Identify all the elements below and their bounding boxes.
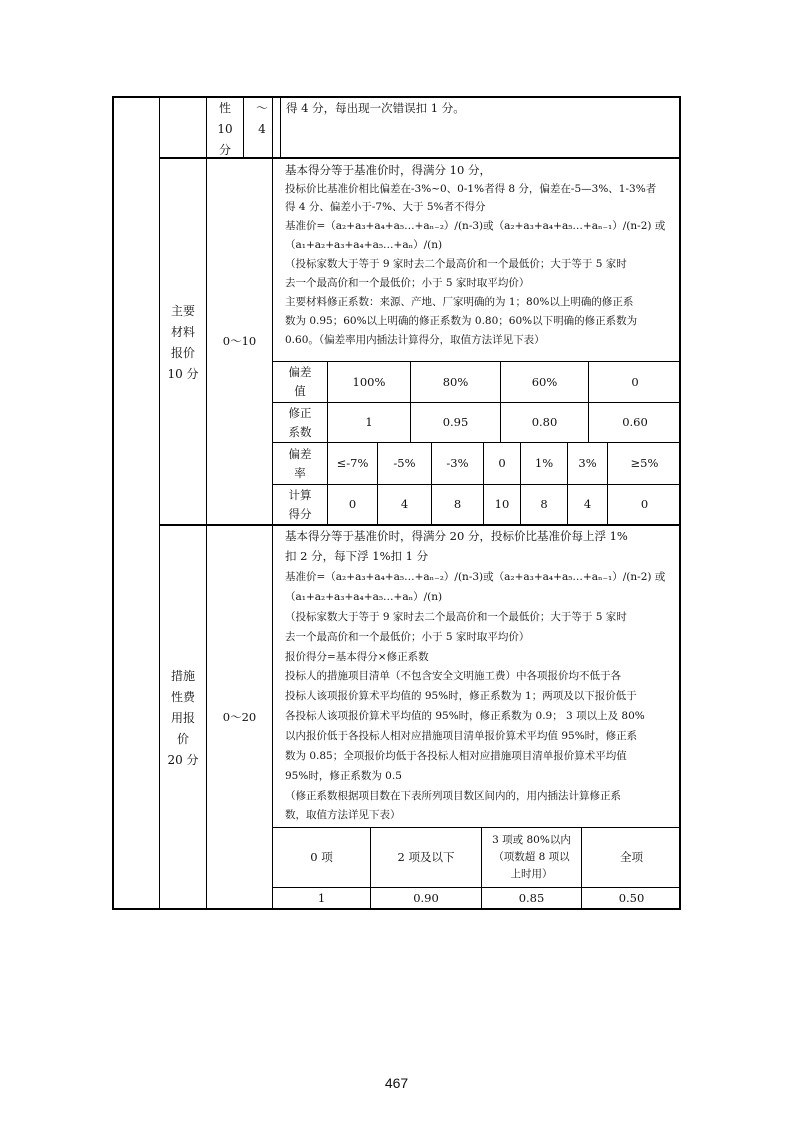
material-line-9: 数为 0.95；60%以上明确的修正系数为 0.80；60%以下明确的修正系数为 [285, 315, 638, 327]
score-value: 8 [453, 497, 462, 511]
items-header: 全项 [620, 850, 643, 864]
score-header: 计算 得分 [288, 487, 312, 521]
measures-line-14: （修正系数根据项目数在下表所列项目数区间内的，用内插法计算修正系 [285, 790, 621, 802]
material-range: 0～10 [222, 334, 257, 348]
deviation-value: 0 [631, 374, 639, 389]
deviation-rate-value: ≤-7% [336, 456, 369, 470]
material-line-7: 去一个最高价和一个最低价；小于 5 家时取平均价） [285, 277, 530, 289]
deviation-value: 60% [531, 374, 558, 389]
measures-line-7: 报价得分=基本得分×修正系数 [285, 651, 429, 663]
measures-line-15: 数，取值方法详见下表） [285, 809, 401, 821]
deviation-rate-value: 1% [534, 456, 554, 470]
col-divider-1 [159, 96, 160, 910]
deviation-value: 80% [442, 374, 469, 389]
material-line-5: （a₁+a₂+a₃+a₄+a₅…+aₙ）/(n) [285, 239, 443, 251]
deviation-value: 100% [352, 374, 386, 389]
material-line-6: （投标家数大于等于 9 家时去二个最高价和一个最低价；大于等于 5 家时 [285, 258, 627, 270]
page-number: 467 [384, 1075, 409, 1091]
measures-line-5: （投标家数大于等于 9 家时去二个最高价和一个最低价；大于等于 5 家时 [285, 611, 627, 623]
score-value: 4 [583, 497, 592, 511]
material-line-1: 基本得分等于基准价时，得满分 10 分， [285, 163, 491, 177]
coefficient-header: 修正 系数 [288, 405, 312, 439]
range-cell-top: ～ 4 [255, 101, 268, 136]
deviation-rate-header: 偏差 率 [288, 446, 312, 480]
measures-label: 措施 性费 用报 价 20 分 [167, 669, 199, 767]
deviation-rate-value: ≥5% [630, 456, 659, 470]
items-header: 2 项及以下 [397, 850, 455, 864]
score-value: 4 [400, 497, 409, 511]
material-line-3: 得 4 分、偏差小于-7%、大于 5%者不得分 [285, 201, 486, 213]
deviation-rate-value: 0 [498, 456, 506, 470]
score-value: 8 [540, 497, 548, 511]
deviation-rate-value: 3% [578, 456, 597, 470]
score-unit-cell: 性 10 分 [217, 101, 233, 157]
items-header: 0 项 [310, 850, 333, 864]
coefficient-value: 1 [365, 415, 373, 429]
measures-line-3: 基准价=（a₂+a₃+a₄+a₅…+aₙ₋₂）/(n-3)或（a₂+a₃+a₄+a₅…+aₙ₋₁）/(n-2) 或 [285, 571, 666, 583]
material-line-10: 0.60。（偏差率用内插法计算得分，取值方法详见下表） [285, 334, 545, 346]
material-line-2: 投标价比基准价相比偏差在-3%~0、0-1%者得 8 分，偏差在-5—3%、1-3%者 [285, 183, 657, 195]
score-value: 0 [348, 497, 357, 511]
measures-line-12: 数为 0.85；全项报价均低于各投标人相对应措施项目清单报价算术平均值 [285, 750, 627, 762]
measures-line-1: 基本得分等于基准价时，得满分 20 分，投标价比基准价每上浮 1% [285, 529, 628, 543]
deviation-rate-value: -5% [393, 456, 416, 470]
items-coefficient: 0.85 [518, 891, 545, 905]
deviation-header: 偏差 值 [288, 365, 312, 398]
material-line-8: 主要材料修正系数：来源、产地、厂家明确的为 1；80%以上明确的修正系 [285, 296, 634, 308]
measures-line-9: 投标人该项报价算术平均值的 95%时，修正系数为 1；两项及以下报价低于 [285, 690, 637, 702]
score-value: 0 [640, 497, 649, 511]
coefficient-value: 0.80 [531, 415, 558, 429]
items-header: 3 项或 80%以内 （项数超 8 项以 上时用） [492, 834, 571, 880]
coefficient-value: 0.95 [442, 415, 469, 429]
measures-range: 0～20 [222, 709, 257, 724]
measures-line-4: （a₁+a₂+a₃+a₄+a₅…+aₙ）/(n) [285, 591, 443, 603]
items-coefficient: 1 [317, 891, 326, 905]
col-divider-top-b [280, 96, 281, 158]
measures-line-11: 以内报价低于各投标人相对应措施项目清单报价算术平均值 95%时，修正系 [285, 730, 638, 742]
material-line-4: 基准价=（a₂+a₃+a₄+a₅…+aₙ₋₂）/(n-3)或（a₂+a₃+a₄+a₅…+aₙ₋₁）/(n-2) 或 [285, 220, 666, 232]
coefficient-value: 0.60 [622, 415, 648, 429]
material-label: 主要 材料 报价 10 分 [167, 304, 199, 381]
score-value: 10 [494, 497, 510, 511]
items-coefficient: 0.90 [413, 891, 439, 905]
measures-line-8: 投标人的措施项目清单（不包含安全文明施工费）中各项报价均不低于各 [285, 670, 621, 682]
items-coefficient: 0.50 [618, 891, 645, 905]
deviation-rate-value: -3% [446, 456, 469, 470]
measures-line-10: 各投标人该项报价算术平均值的 95%时，修正系数为 0.9； 3 项以上及 80% [285, 710, 645, 722]
top-row-text: 得 4 分，每出现一次错误扣 1 分。 [286, 101, 465, 115]
measures-line-13: 95%时，修正系数为 0.5 [285, 770, 402, 782]
measures-line-2: 扣 2 分，每下浮 1%扣 1 分 [285, 549, 429, 563]
measures-line-6: 去一个最高价和一个最低价；小于 5 家时取平均价） [285, 631, 530, 643]
